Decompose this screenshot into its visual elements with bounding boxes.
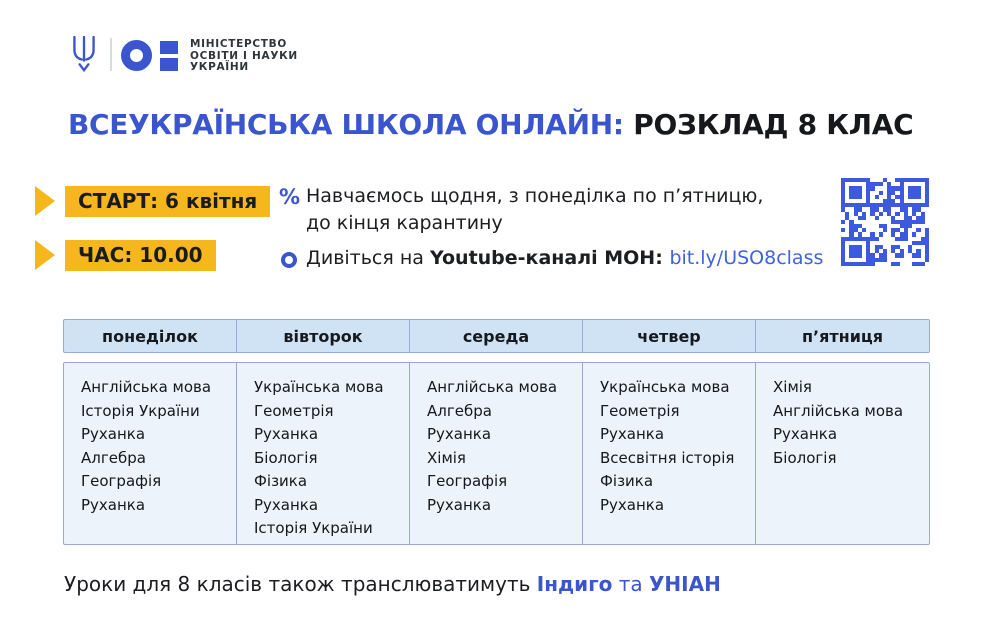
day-column-wednesday [410,363,583,544]
mon-logo-square-icon [160,41,178,54]
ministry-name [190,39,298,74]
footer-conjunction: та [612,572,650,596]
channel-unian: УНІАН [649,572,721,596]
mon-logo-circle-icon [121,40,152,71]
lesson-item: Руханка [427,425,492,443]
lesson-item: Алгебра [427,401,492,420]
qr-module [925,262,929,266]
lesson-item: Географія [81,472,162,490]
day-column-thursday [583,363,756,544]
lesson-item: Руханка [81,425,146,443]
title-highlight: ВСЕУКРАЇНСЬКА ШКОЛА ОНЛАЙН: [68,108,624,141]
lesson-item: Хімія [773,378,812,396]
lesson-item: Англійська мова [81,378,212,396]
day-header-thursday: четвер [583,320,756,352]
lesson-item: Руханка [254,495,319,514]
schedule-note [306,183,763,237]
youtube-note [306,247,823,269]
channel-indigo: Індиго [536,572,613,596]
footer-text: Уроки для 8 класів також транслюватимуть [64,572,537,596]
percent-icon: % [279,185,301,209]
arrow-right-icon [35,240,55,270]
lesson-item: Англійська мова [773,401,904,420]
circle-bullet-icon [281,252,297,268]
schedule-note-line1: Навчаємось щодня, з понеділка по п’ятницю, [306,185,764,207]
page-title [68,108,913,141]
lesson-item: Українська мова [254,378,384,396]
lesson-item: Фізика [254,472,308,490]
logo-divider [110,38,112,71]
day-header-monday: понеділок [64,320,237,352]
mon-logo-square-icon [160,58,178,71]
day-header-tuesday: вівторок [237,320,410,352]
qr-code [841,178,929,266]
youtube-note-prefix: Дивіться на [306,247,430,269]
ministry-line: УКРАЇНИ [190,61,249,73]
lesson-item: Руханка [773,425,838,443]
schedule-body-row [63,362,930,545]
lesson-item: Руханка [600,495,665,514]
day-header-friday: п’ятниця [801,326,884,346]
arrow-right-icon [35,186,55,216]
lesson-item: Українська мова [600,378,730,396]
lesson-item: Географія [427,472,508,490]
youtube-link[interactable]: bit.ly/USO8class [669,247,824,269]
day-header-wednesday: середа [410,320,583,352]
lesson-item: Фізика [600,472,654,490]
lesson-item: Всесвітня історія [600,448,735,467]
lesson-item: Англійська мова [427,378,558,396]
lesson-item: Руханка [427,495,492,514]
lesson-item: Біологія [773,448,837,467]
time-badge: ЧАС: 10.00 [65,240,216,271]
lesson-item: Хімія [427,448,466,467]
ministry-line: МІНІСТЕРСТВО [190,38,287,50]
day-column-monday [64,363,237,544]
ukraine-trident-icon [70,33,98,75]
lesson-item: Алгебра [81,448,146,467]
lesson-item: Руханка [600,425,665,443]
day-column-tuesday [237,363,410,544]
schedule-header-row [63,319,930,353]
schedule-table [63,319,930,545]
footer-note [64,572,721,596]
lesson-item: Історія України [254,519,373,537]
lesson-item: Руханка [254,425,319,443]
lesson-item: Геометрія [600,401,680,420]
start-date-badge: СТАРТ: 6 квітня [65,186,270,217]
title-rest: РОЗКЛАД 8 КЛАС [623,108,914,141]
lesson-item: Історія України [81,401,200,420]
schedule-note-line2: до кінця карантину [306,212,503,234]
lesson-item: Руханка [81,495,146,514]
youtube-note-bold: Youtube-каналі МОН: [429,247,670,269]
day-column-friday [756,363,929,544]
lesson-item: Біологія [254,448,318,467]
lesson-item: Геометрія [254,401,334,420]
ministry-line: ОСВІТИ І НАУКИ [190,49,298,62]
